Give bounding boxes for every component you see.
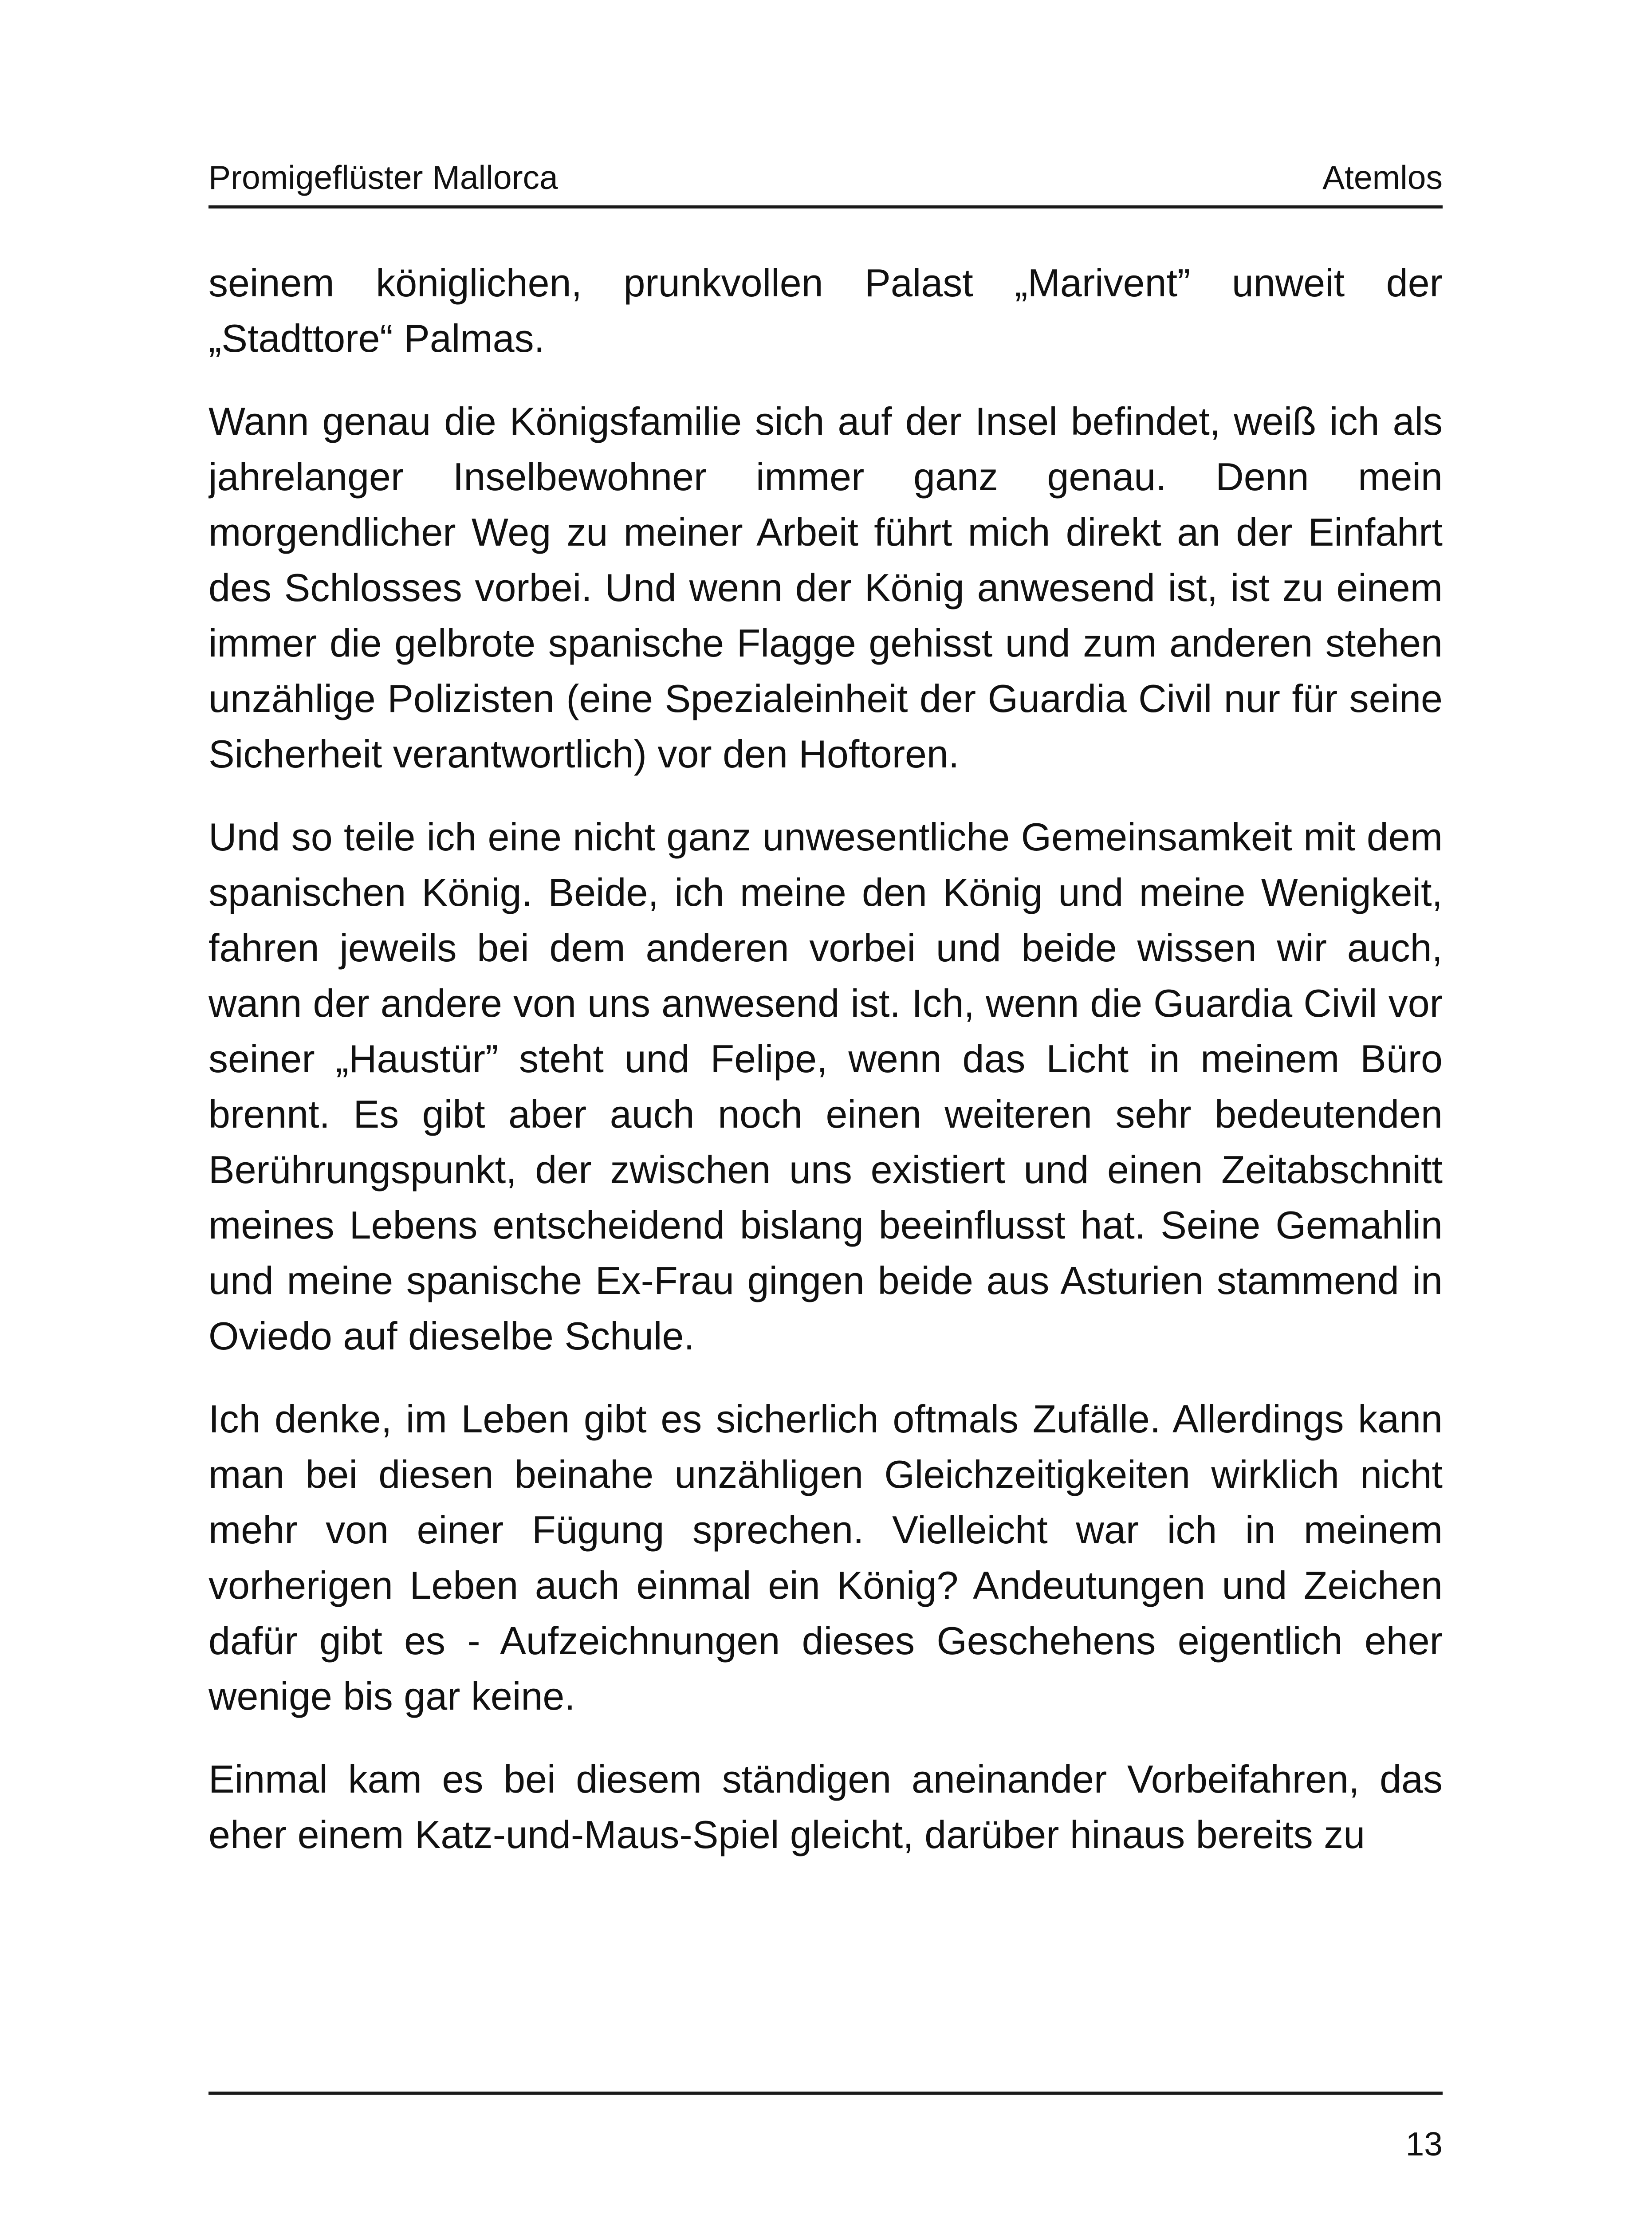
- page-header: [208, 157, 1443, 202]
- paragraph-2: Wann genau die Königsfamilie sich auf der Insel befindet, weiß ich als jahrelanger Inselbewohner immer ganz genau. Denn mein morgendlicher Weg zu meiner Arbeit führt mich direkt an der Einfahrt des Schlosses vorbei. Und wenn der König anwesend ist, ist zu einem immer die gelbrote spanische Flagge gehisst und zum anderen stehen unzählige Polizisten (eine Spezialeinheit der Guardia Civil nur für seine Sicherheit verantwortlich) vor den Hoftoren.: [208, 399, 1443, 776]
- footer-rule: [208, 2092, 1443, 2095]
- paragraph-5: Einmal kam es bei diesem ständigen aneinander Vorbeifahren, das eher einem Katz-und-Maus-Spiel gleicht, darüber hinaus bereits zu: [208, 1757, 1443, 1856]
- paragraph-4: Ich denke, im Leben gibt es sicherlich oftmals Zufälle. Allerdings kann man bei diesen beinahe unzähligen Gleichzeitigkeiten wirklich nicht mehr von einer Fügung sprechen. Vielleicht war ich in meinem vorherigen Leben auch einmal ein König? Andeutungen und Zeichen dafür gibt es - Aufzeichnungen dieses Geschehens eigentlich eher wenige bis gar keine.: [208, 1397, 1443, 1718]
- header-rule: [208, 205, 1443, 208]
- page-footer: [208, 2125, 1443, 2174]
- chapter-title: Atemlos: [1322, 159, 1443, 196]
- book-title: Promigeflüster Mallorca: [208, 159, 558, 196]
- body-text: [208, 255, 1443, 2065]
- paragraph-3: Und so teile ich eine nicht ganz unwesentliche Gemeinsamkeit mit dem spanischen König. Beide, ich meine den König und meine Wenigkeit, fahren jeweils bei dem anderen vorbei und beide wissen wir auch, wann der andere von uns anwesend ist. Ich, wenn die Guardia Civil vor seiner „Haustür” steht und Felipe, wenn das Licht in meinem Büro brennt. Es gibt aber auch noch einen weiteren sehr bedeutenden Berührungspunkt, der zwischen uns existiert und einen Zeitabschnitt meines Lebens entscheidend bislang beeinflusst hat. Seine Gemahlin und meine spanische Ex-Frau gingen beide aus Asturien stammend in Oviedo auf dieselbe Schule.: [208, 815, 1443, 1358]
- page-number: 13: [1405, 2125, 1443, 2163]
- paragraph-1: seinem königlichen, prunkvollen Palast „Marivent” unweit der „Stadttore“ Palmas.: [208, 261, 1443, 360]
